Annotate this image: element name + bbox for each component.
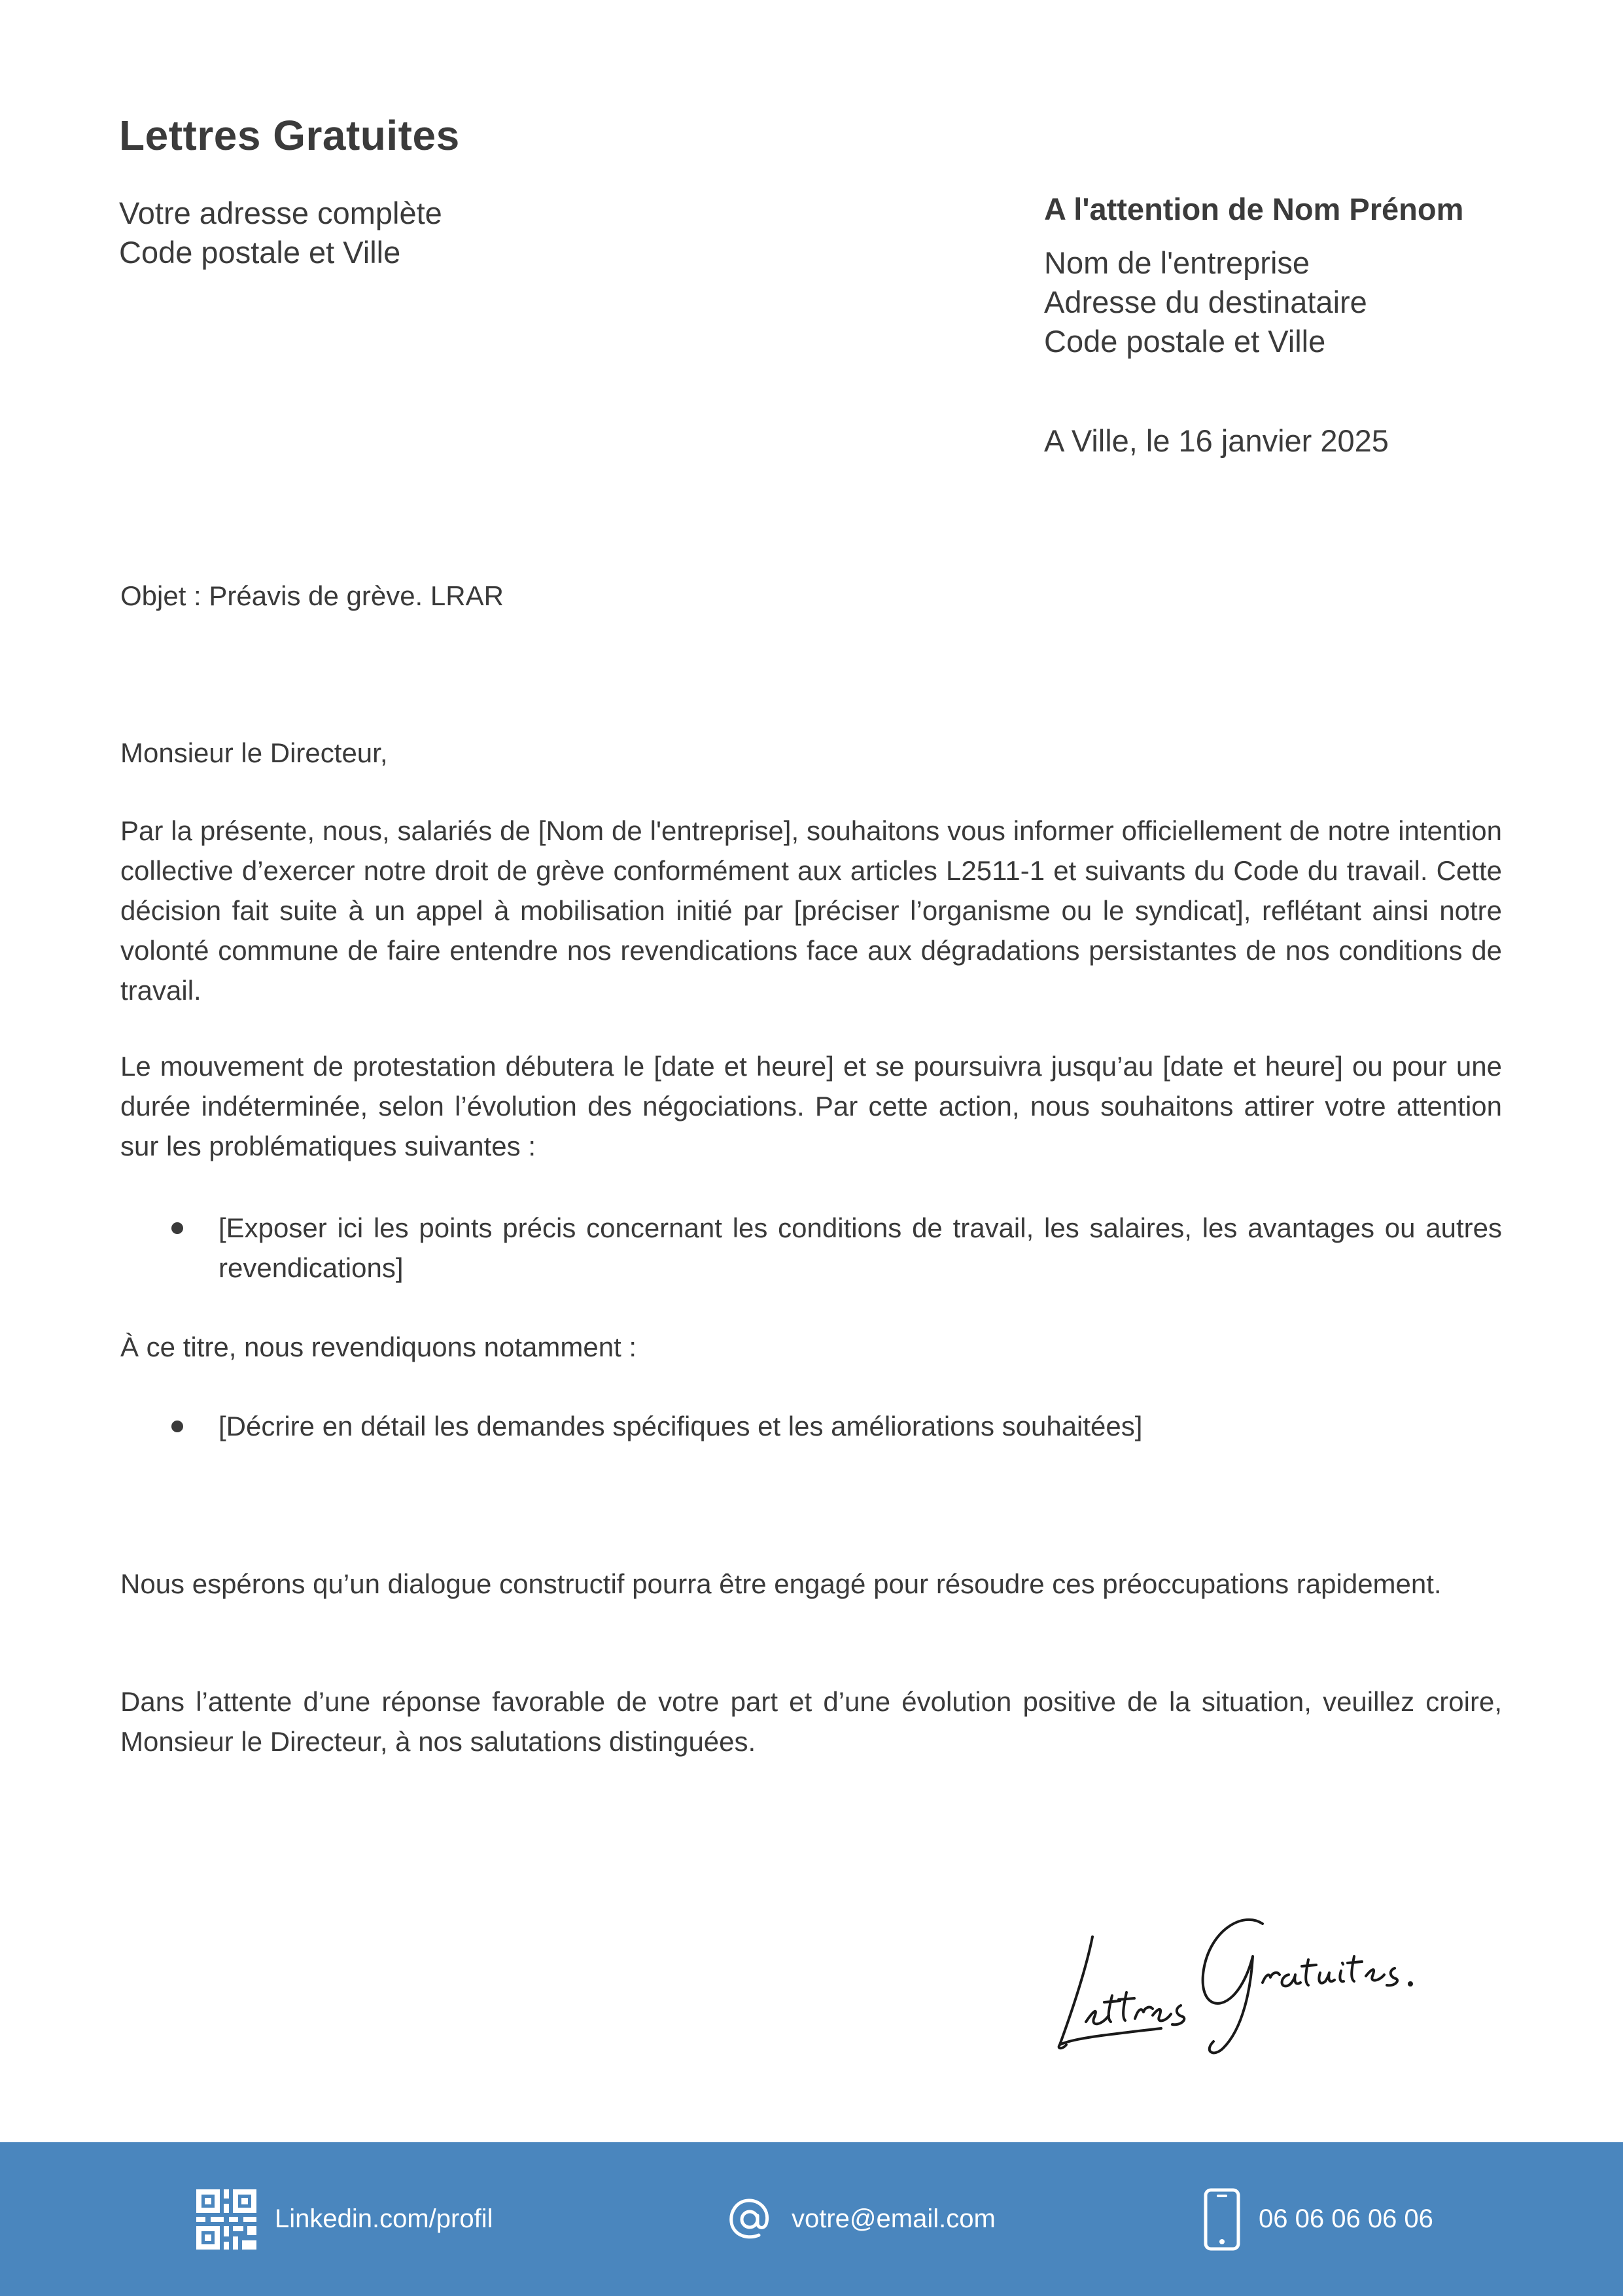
phone-number[interactable]: 06 06 06 06 06: [1259, 2204, 1433, 2233]
paragraph-4: Nous espérons qu’un dialogue constructif pourra être engagé pour résoudre ces préoccupations rapidement.: [120, 1568, 1442, 1599]
recipient-company: Nom de l'entreprise: [1044, 245, 1310, 280]
sender-address-line2: Code postale et Ville: [119, 235, 401, 270]
bullet-dot-icon: [171, 1421, 183, 1432]
recipient-block: [1044, 190, 1580, 361]
bullet-item-1: [Exposer ici les points précis concernant les conditions de travail, les salaires, les avantages ou autres revendications]: [218, 1212, 1502, 1283]
smartphone-icon: [1204, 2188, 1240, 2251]
recipient-city: Code postale et Ville: [1044, 324, 1326, 359]
linkedin-link[interactable]: Linkedin.com/profil: [275, 2204, 493, 2233]
sender-address: [119, 194, 442, 272]
recipient-address: [1044, 243, 1580, 361]
paragraph-3: À ce titre, nous revendiquons notamment :: [120, 1332, 637, 1362]
bullet-dot-icon: [171, 1222, 183, 1234]
subject-line: Objet : Préavis de grève. LRAR: [120, 580, 504, 611]
recipient-attention: A l'attention de Nom Prénom: [1044, 192, 1464, 226]
footer-bar: [0, 2142, 1623, 2296]
footer-email[interactable]: [726, 2142, 996, 2296]
handwritten-signature: [1047, 1898, 1439, 2068]
paragraph-1: Par la présente, nous, salariés de [Nom de l'entreprise], souhaitons vous informer officiellement de notre intention collective d’exercer notre droit de grève conformément aux articles L2511-1 et suivants du Code du travail. Cette décision fait suite à un appel à mobilisation initié par [préciser l’organisme ou le syndicat], reflétant ainsi notre volonté commune de faire entendre nos revendications face aux dégradations persistantes de nos conditions de travail.: [120, 815, 1502, 1006]
recipient-street: Adresse du destinataire: [1044, 285, 1367, 319]
greeting: Monsieur le Directeur,: [120, 737, 388, 768]
qr-code-icon: [196, 2189, 256, 2250]
date-line: A Ville, le 16 janvier 2025: [1044, 423, 1389, 458]
paragraph-2: Le mouvement de protestation débutera le [date et heure] et se poursuivra jusqu’au [date et heure] ou pour une durée indéterminée, selon l’évolution des négociations. Par cette action, nous souhaitons attirer votre attention sur les problématiques suivantes :: [120, 1051, 1502, 1161]
sender-address-line1: Votre adresse complète: [119, 196, 442, 230]
footer-linkedin[interactable]: [196, 2142, 493, 2296]
footer-phone[interactable]: [1204, 2142, 1433, 2296]
email-link[interactable]: votre@email.com: [792, 2204, 996, 2233]
paragraph-5: Dans l’attente d’une réponse favorable de votre part et d’une évolution positive de la situation, veuillez croire, Monsieur le Directeur, à nos salutations distinguées.: [120, 1686, 1502, 1757]
sender-name: Lettres Gratuites: [119, 112, 460, 159]
at-sign-icon: [726, 2196, 773, 2243]
bullet-item-2: [Décrire en détail les demandes spécifiques et les améliorations souhaitées]: [218, 1411, 1143, 1441]
